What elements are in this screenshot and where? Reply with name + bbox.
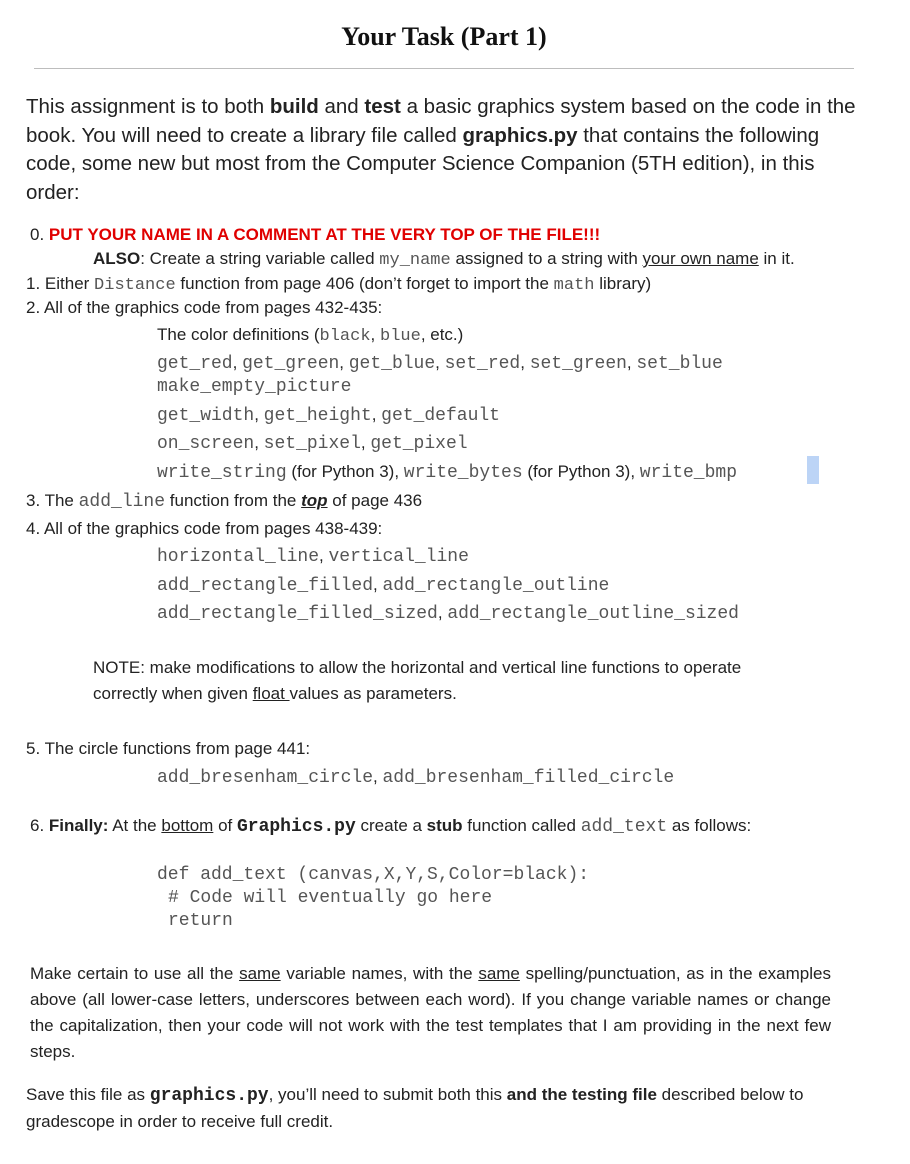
- text-cursor-highlight: [807, 456, 819, 484]
- item-2: 2. All of the graphics code from pages 432-435:: [26, 298, 383, 317]
- title-divider: [34, 68, 854, 69]
- pixel-functions-line: on_screen, set_pixel, get_pixel: [157, 433, 468, 454]
- intro-paragraph: This assignment is to both build and test a basic graphics system based on the code in the book. You will need to create a library file called graphics.py that contains the following code, some new but most from the Computer Science Companion (5TH edition), in this order:: [26, 95, 856, 204]
- make-empty-picture-line: make_empty_picture: [157, 377, 352, 397]
- code-line-def: def add_text (canvas,X,Y,S,Color=black):: [157, 865, 590, 885]
- build-word: build: [269, 95, 319, 118]
- item-6: 6. Finally: At the bottom of Graphics.py create a stub function called add_text as follows:: [30, 816, 752, 837]
- note-line-1: NOTE: make modifications to allow the horizontal and vertical line functions to operate: [93, 658, 742, 677]
- naming-paragraph: Make certain to use all the same variable names, with the same spelling/punctuation, as in the examples above (all lower-case letters, underscores between each word). If you change variable names or change the capitalization, then your code will not work with the test templates that I am providing in the next few steps.: [30, 964, 831, 1061]
- rectangle-functions-line: add_rectangle_filled, add_rectangle_outline: [157, 575, 610, 596]
- item-5: 5. The circle functions from page 441:: [26, 739, 311, 758]
- item-3: 3. The add_line function from the top of page 436: [26, 491, 423, 512]
- graphics-file-save: graphics.py: [149, 1086, 269, 1106]
- item-1: 1. Either Distance function from page 406 (don’t forget to import the math library): [26, 274, 652, 295]
- item-4: 4. All of the graphics code from pages 438-439:: [26, 519, 383, 538]
- line-functions-line: horizontal_line, vertical_line: [157, 546, 469, 567]
- my-name-variable: my_name: [379, 251, 451, 270]
- dimension-functions-line: get_width, get_height, get_default: [157, 405, 500, 426]
- name-comment-warning: PUT YOUR NAME IN A COMMENT AT THE VERY TOP OF THE FILE!!!: [48, 225, 601, 244]
- code-line-comment: # Code will eventually go here: [168, 888, 493, 908]
- graphics-file-name: graphics.py: [462, 123, 578, 147]
- note-line-2: correctly when given float values as parameters.: [93, 684, 457, 703]
- write-functions-line: write_string (for Python 3), write_bytes (for Python 3), write_bmp: [157, 462, 738, 483]
- circle-functions-line: add_bresenham_circle, add_bresenham_filled_circle: [157, 767, 675, 788]
- code-line-return: return: [168, 911, 233, 931]
- test-word: test: [364, 95, 401, 118]
- rectangle-sized-functions-line: add_rectangle_filled_sized, add_rectangle_outline_sized: [157, 603, 739, 624]
- save-paragraph: Save this file as graphics.py, you’ll need to submit both this and the testing file described below to gradescope in order to receive full credit.: [26, 1085, 804, 1131]
- color-definitions-line: The color definitions (black, blue, etc.): [157, 325, 464, 346]
- rgb-functions-line: get_red, get_green, get_blue, set_red, set_green, set_blue: [157, 353, 723, 374]
- item-0: 0. PUT YOUR NAME IN A COMMENT AT THE VERY TOP OF THE FILE!!!: [30, 225, 601, 244]
- page-title: Your Task (Part 1): [341, 22, 547, 51]
- also-line: ALSO: Create a string variable called my_name assigned to a string with your own name in it.: [93, 249, 795, 270]
- graphics-file-bold: Graphics.py: [236, 817, 356, 837]
